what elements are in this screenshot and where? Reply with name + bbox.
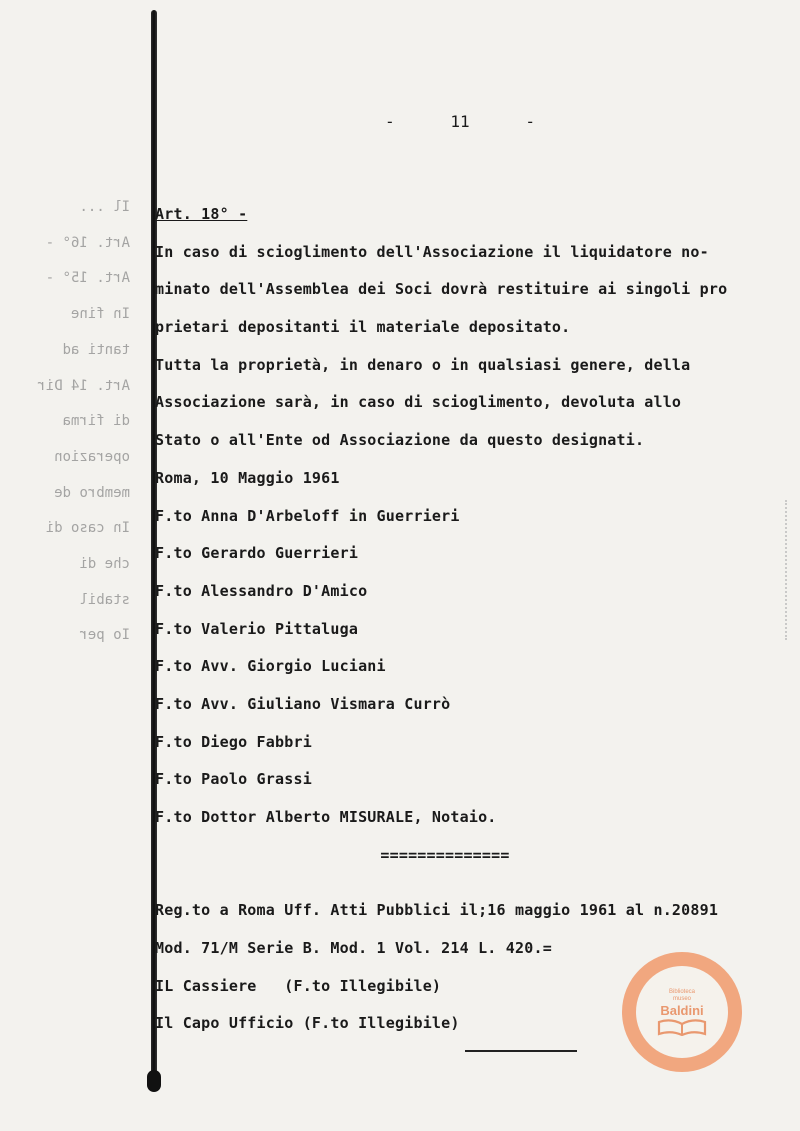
bleed-through-line: Io per xyxy=(79,627,130,644)
body-line: In caso di scioglimento dell'Associazione il liquidatore no- xyxy=(155,242,709,261)
separator-line: ============== xyxy=(380,845,510,864)
bleed-through-line: operazion xyxy=(54,448,130,465)
signature-line: F.to Valerio Pittaluga xyxy=(155,619,359,638)
bleed-through-line: che di xyxy=(79,556,130,573)
stamp-top-text: Biblioteca museo xyxy=(668,988,695,1002)
bleed-through-line: di firma xyxy=(62,413,130,430)
signature-line: F.to Diego Fabbri xyxy=(155,732,312,751)
bleed-through-line: Art. 15° - xyxy=(45,270,130,287)
signature-line: F.to Avv. Giuliano Vismara Currò xyxy=(155,694,451,713)
body-line: prietari depositanti il materiale depositato. xyxy=(155,318,571,337)
body-line: minato dell'Assemblea dei Soci dovrà restituire ai singoli pro xyxy=(155,280,728,299)
signature-line: F.to Dottor Alberto MISURALE, Notaio. xyxy=(155,808,497,826)
page-number: 11 xyxy=(450,112,470,131)
dash-right: - xyxy=(525,112,535,131)
signature-line: F.to Anna D'Arbeloff in Guerrieri xyxy=(155,506,460,525)
body-line: Associazione sarà, in caso di scioglimento, devoluta allo xyxy=(155,393,682,412)
stamp-name: Baldini xyxy=(660,1002,704,1018)
bleed-through-line: membro de xyxy=(54,484,130,501)
bleed-through-line: In caso di xyxy=(45,520,130,537)
signature-line: F.to Gerardo Guerrieri xyxy=(155,544,359,563)
body-line: Stato o all'Ente od Associazione da questo designati. xyxy=(155,431,645,450)
document-text xyxy=(155,205,775,1052)
body-line: Tutta la proprietà, in denaro o in qualsiasi genere, della xyxy=(155,355,691,374)
registration-line: Il Capo Ufficio (F.to Illegibile) xyxy=(155,1014,460,1033)
library-stamp xyxy=(622,952,742,1072)
bleed-through-line: tanti ad xyxy=(62,341,130,358)
bleed-through-text xyxy=(0,190,130,1050)
bleed-through-line: Il ... xyxy=(79,199,130,215)
article-heading: Art. 18° - xyxy=(155,205,248,223)
bleed-through-line: In fine xyxy=(70,306,130,323)
registration-line: IL Cassiere (F.to Illegibile) xyxy=(155,976,442,995)
page-number-line xyxy=(385,112,535,131)
signature-line: F.to Paolo Grassi xyxy=(155,770,312,789)
signature-rule xyxy=(465,1050,577,1052)
stamp-inner xyxy=(636,966,728,1058)
signature-line: F.to Alessandro D'Amico xyxy=(155,581,368,600)
registration-line: Reg.to a Roma Uff. Atti Pubblici il;16 maggio 1961 al n.20891 xyxy=(155,901,719,920)
binding-knob xyxy=(147,1070,161,1092)
bleed-through-line: stabil xyxy=(79,591,130,608)
registration-line: Mod. 71/M Serie B. Mod. 1 Vol. 214 L. 420.= xyxy=(155,939,552,958)
date-line: Roma, 10 Maggio 1961 xyxy=(155,468,340,487)
open-book-icon xyxy=(657,1018,707,1036)
bleed-through-right-edge xyxy=(785,500,800,640)
bleed-through-line: Art. 16° - xyxy=(45,234,130,251)
signature-line: F.to Avv. Giorgio Luciani xyxy=(155,657,386,676)
dash-left: - xyxy=(385,112,395,131)
bleed-through-line: Art. 14 Dir xyxy=(37,377,130,394)
